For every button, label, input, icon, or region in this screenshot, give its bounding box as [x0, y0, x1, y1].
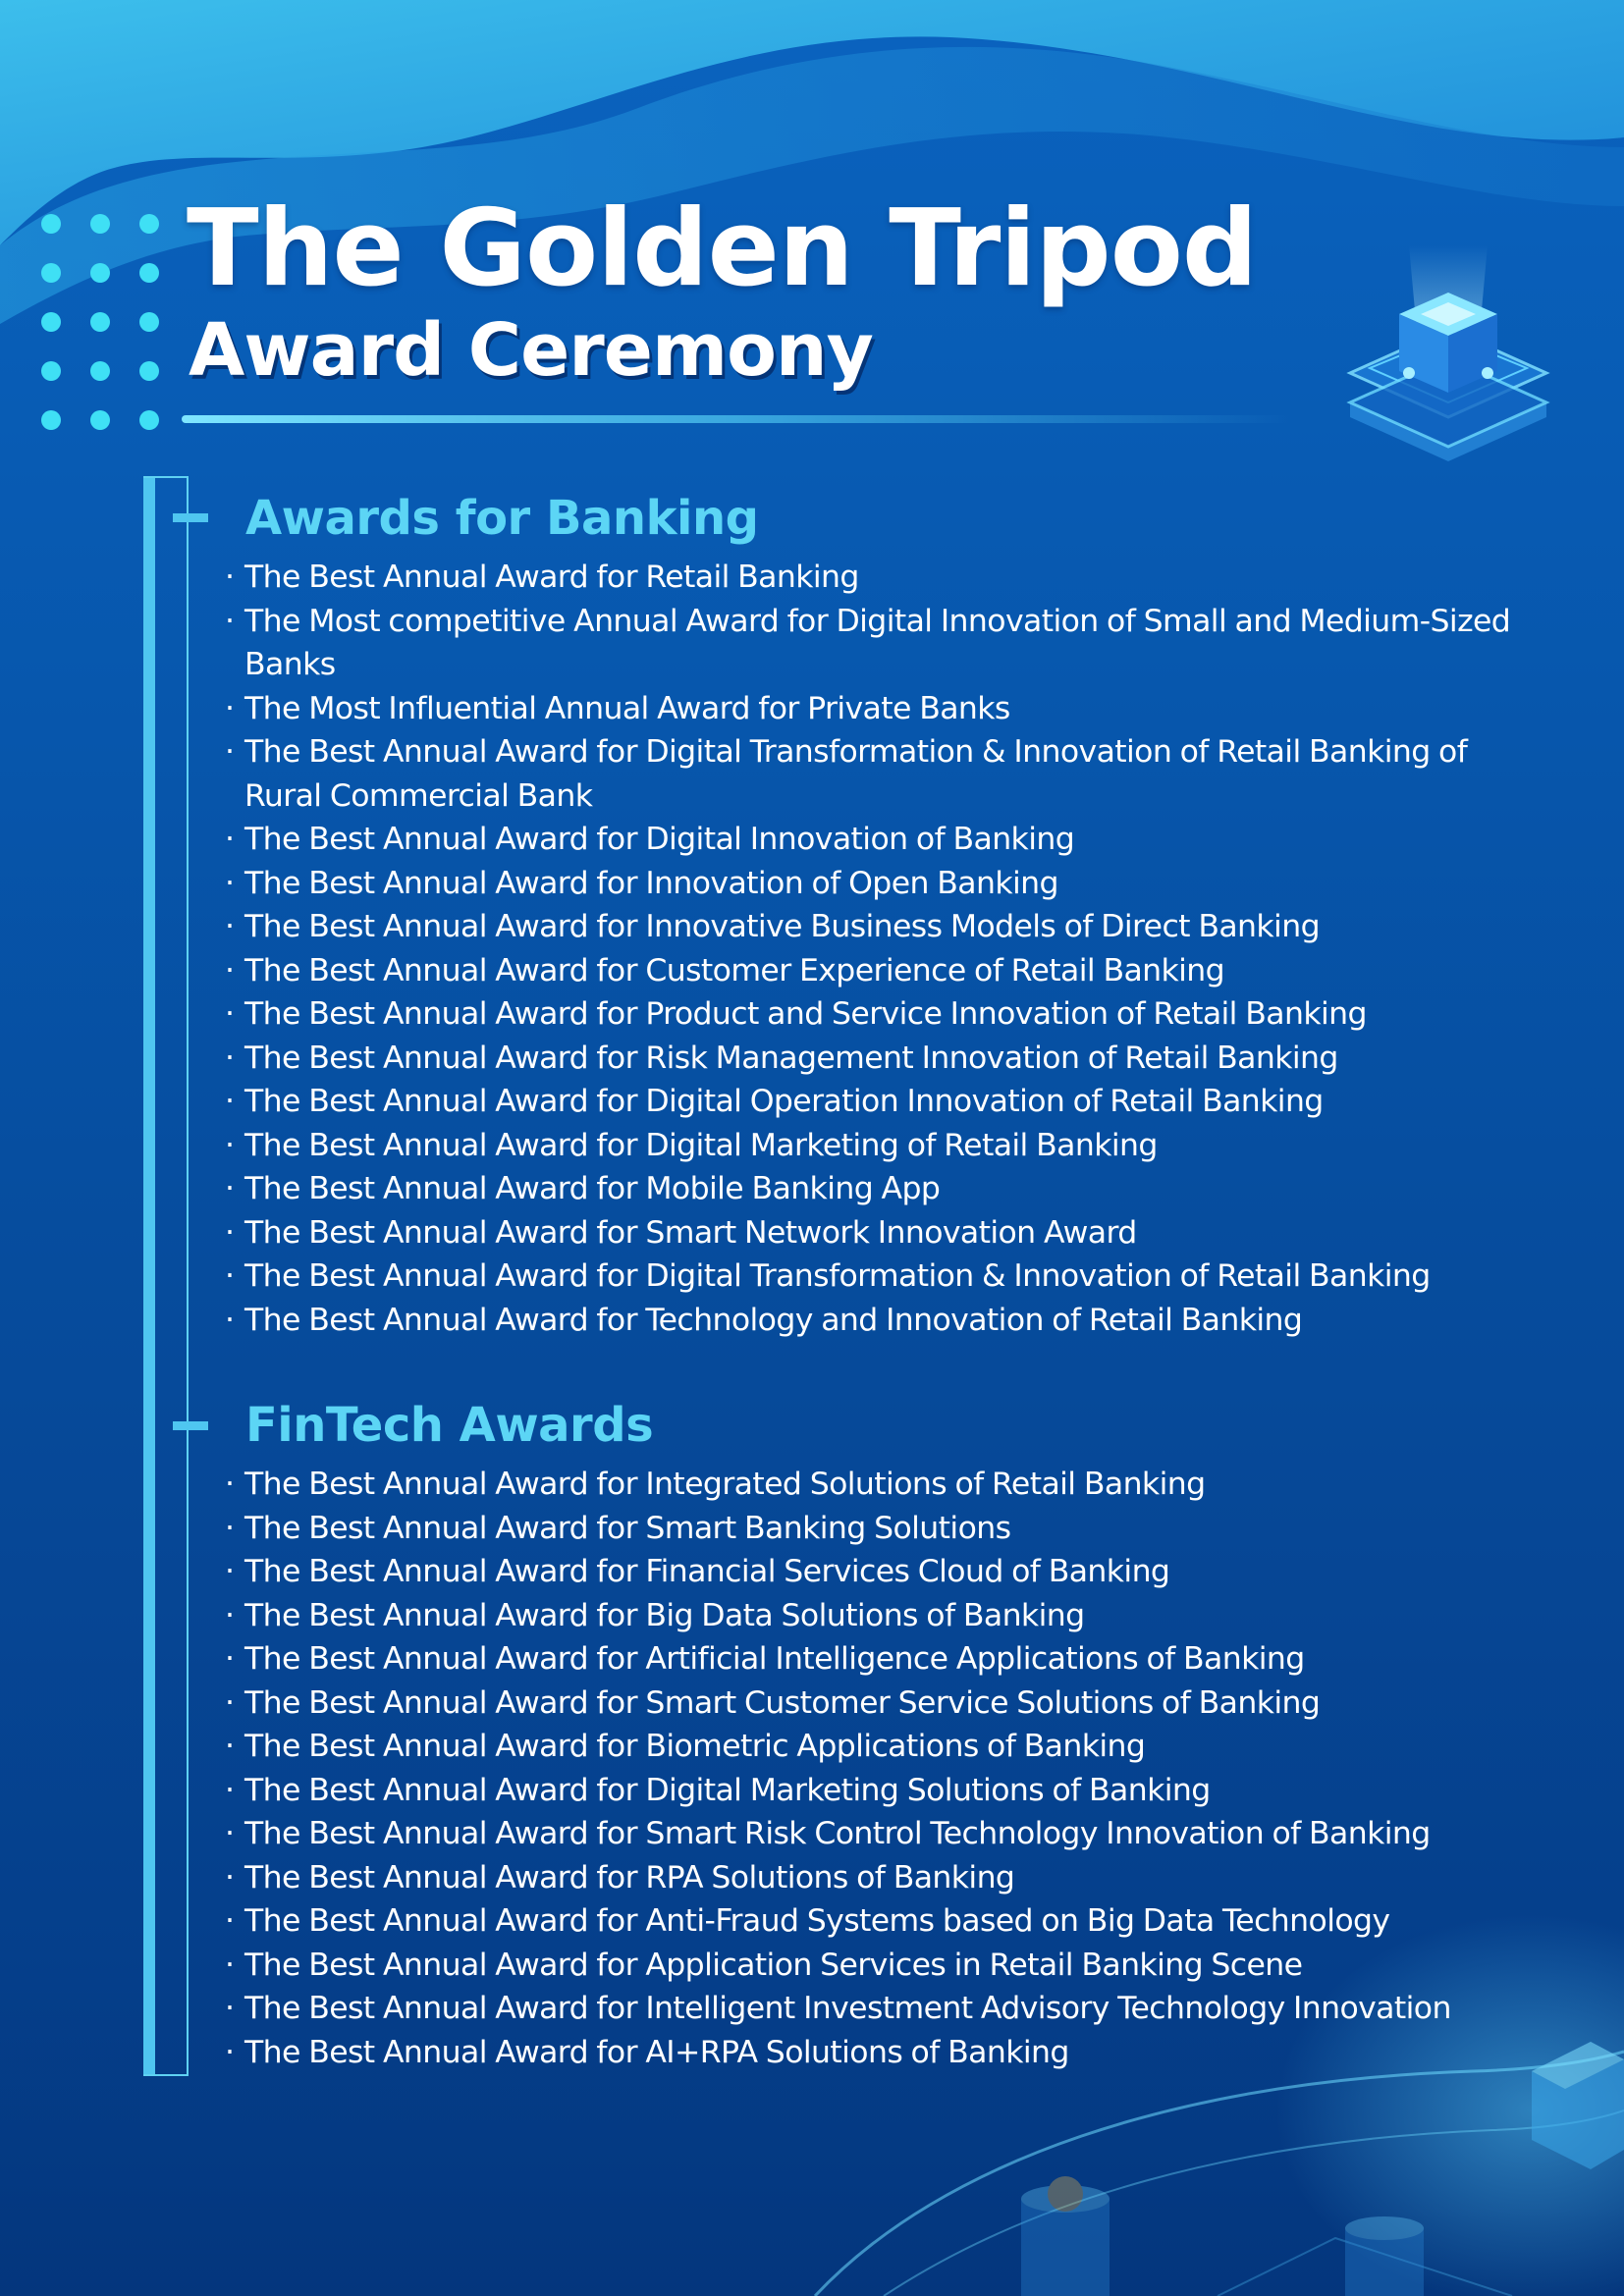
- bullet-icon: ·: [225, 2034, 235, 2070]
- bullet-icon: ·: [225, 822, 235, 857]
- cube-icon: [1340, 245, 1556, 481]
- bullet-icon: ·: [225, 1597, 235, 1633]
- list-item: · The Best Annual Award for Application Services in Retail Banking Scene: [221, 1944, 1537, 1988]
- list-item: · The Best Annual Award for Digital Transformation & Innovation of Retail Banking of Rural Commercial Bank: [221, 730, 1537, 818]
- bullet-icon: ·: [225, 1040, 235, 1076]
- bullet-icon: ·: [225, 1729, 235, 1764]
- bullet-icon: ·: [225, 1903, 235, 1939]
- list-item: · The Best Annual Award for AI+RPA Solutions of Banking: [221, 2031, 1537, 2075]
- bullet-icon: ·: [225, 1467, 235, 1502]
- bullet-icon: ·: [225, 1991, 235, 2026]
- bullet-icon: ·: [225, 1171, 235, 1206]
- bullet-icon: ·: [225, 909, 235, 944]
- list-item: · The Best Annual Award for Retail Banking: [221, 556, 1537, 600]
- list-item: · The Best Annual Award for Mobile Banking App: [221, 1167, 1537, 1211]
- list-item: · The Best Annual Award for Innovation of Open Banking: [221, 862, 1537, 906]
- list-item: · The Most Influential Annual Award for Private Banks: [221, 687, 1537, 731]
- section-title-banking: Awards for Banking: [245, 491, 759, 546]
- bullet-icon: ·: [225, 1214, 235, 1251]
- list-item: · The Best Annual Award for RPA Solutions of Banking: [221, 1856, 1537, 1900]
- bullet-icon: ·: [225, 560, 235, 595]
- bullet-icon: ·: [225, 1258, 235, 1294]
- bullet-icon: ·: [225, 996, 235, 1032]
- list-item: · The Best Annual Award for Product and Service Innovation of Retail Banking: [221, 992, 1537, 1037]
- timeline-frame: [143, 476, 189, 2076]
- section-marker: [173, 513, 208, 522]
- list-item: · The Best Annual Award for Big Data Solutions of Banking: [221, 1594, 1537, 1638]
- list-item: · The Best Annual Award for Digital Transformation & Innovation of Retail Banking: [221, 1255, 1537, 1299]
- bullet-icon: ·: [225, 1816, 235, 1851]
- bullet-icon: ·: [225, 1084, 235, 1119]
- bullet-icon: ·: [225, 690, 235, 726]
- list-item: · The Best Annual Award for Anti-Fraud Systems based on Big Data Technology: [221, 1899, 1537, 1944]
- list-item: · The Best Annual Award for Digital Innovation of Banking: [221, 818, 1537, 862]
- list-item: · The Best Annual Award for Risk Management Innovation of Retail Banking: [221, 1037, 1537, 1081]
- fintech-awards-list: [221, 1463, 1537, 2074]
- list-item: · The Best Annual Award for Technology and Innovation of Retail Banking: [221, 1299, 1537, 1343]
- list-item: · The Best Annual Award for Digital Marketing Solutions of Banking: [221, 1769, 1537, 1813]
- bullet-icon: ·: [225, 1684, 235, 1721]
- list-item: · The Best Annual Award for Smart Risk Control Technology Innovation of Banking: [221, 1812, 1537, 1856]
- bullet-icon: ·: [225, 603, 235, 639]
- list-item: · The Best Annual Award for Financial Services Cloud of Banking: [221, 1550, 1537, 1594]
- section-title-fintech: FinTech Awards: [245, 1398, 654, 1453]
- title-underline-glow: [182, 412, 1291, 426]
- bullet-icon: ·: [225, 1554, 235, 1589]
- bullet-icon: ·: [225, 865, 235, 901]
- list-item: · The Best Annual Award for Biometric Applications of Banking: [221, 1725, 1537, 1769]
- bullet-icon: ·: [225, 1947, 235, 1983]
- list-item: · The Best Annual Award for Digital Marketing of Retail Banking: [221, 1124, 1537, 1168]
- bullet-icon: ·: [225, 1302, 235, 1338]
- bullet-icon: ·: [225, 1510, 235, 1546]
- dot-grid-decoration: [41, 214, 169, 430]
- list-item: · The Best Annual Award for Smart Network Innovation Award: [221, 1211, 1537, 1255]
- page-subtitle: Award Ceremony: [189, 308, 873, 393]
- list-item: · The Best Annual Award for Innovative Business Models of Direct Banking: [221, 905, 1537, 949]
- bullet-icon: ·: [225, 1127, 235, 1163]
- list-item: · The Best Annual Award for Customer Experience of Retail Banking: [221, 949, 1537, 993]
- bullet-icon: ·: [225, 1772, 235, 1808]
- list-item: · The Most competitive Annual Award for Digital Innovation of Small and Medium-Sized Banks: [221, 600, 1537, 687]
- bullet-icon: ·: [225, 1641, 235, 1677]
- list-item: · The Best Annual Award for Intelligent Investment Advisory Technology Innovation: [221, 1987, 1537, 2031]
- list-item: · The Best Annual Award for Smart Customer Service Solutions of Banking: [221, 1682, 1537, 1726]
- bullet-icon: ·: [225, 952, 235, 988]
- list-item: · The Best Annual Award for Digital Operation Innovation of Retail Banking: [221, 1080, 1537, 1124]
- list-item: · The Best Annual Award for Smart Banking Solutions: [221, 1507, 1537, 1551]
- section-marker: [173, 1421, 208, 1430]
- bullet-icon: ·: [225, 1859, 235, 1896]
- banking-awards-list: [221, 556, 1537, 1342]
- list-item: · The Best Annual Award for Integrated Solutions of Retail Banking: [221, 1463, 1537, 1507]
- list-item: · The Best Annual Award for Artificial Intelligence Applications of Banking: [221, 1637, 1537, 1682]
- page-title: The Golden Tripod: [187, 187, 1258, 310]
- bullet-icon: ·: [225, 734, 235, 770]
